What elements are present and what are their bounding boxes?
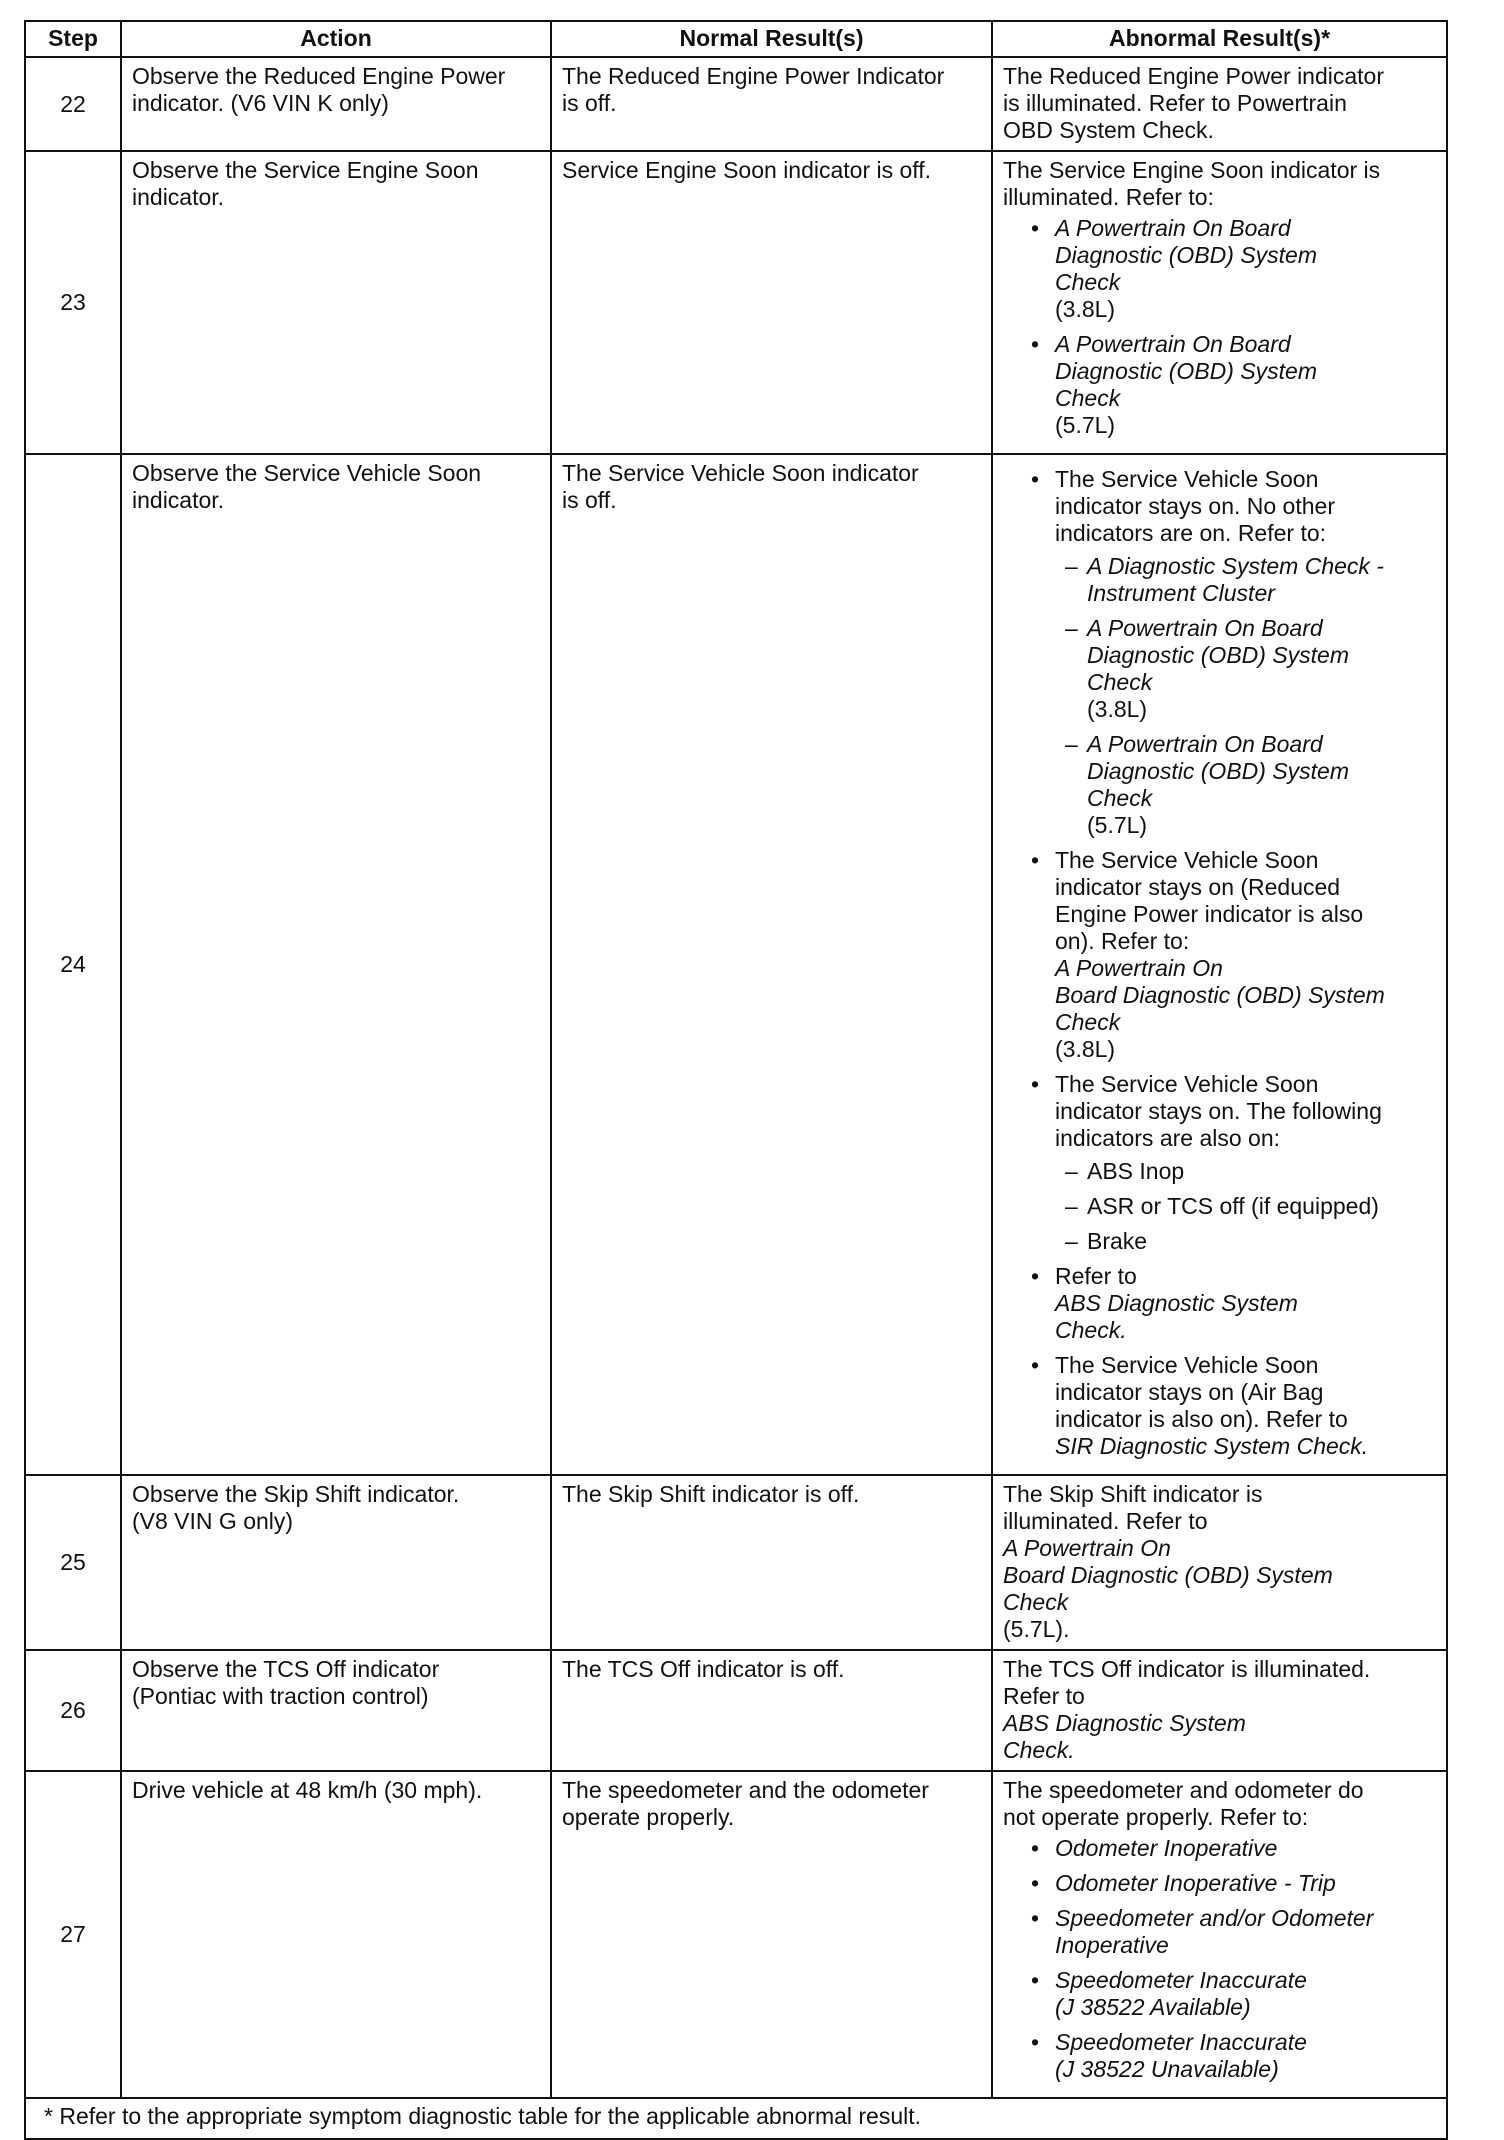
condition-text: • The Service Vehicle Soon (1055, 466, 1319, 492)
reference-link[interactable]: Board Diagnostic (OBD) System (1055, 982, 1385, 1008)
reference-suffix: (5.7L) (1087, 812, 1148, 838)
indicator-list (1055, 1158, 1438, 1255)
list-item: – ABS Inop (1055, 1158, 1438, 1185)
abnormal-result-cell (992, 454, 1447, 1475)
normal-result-cell (551, 1771, 992, 2098)
table-row (25, 454, 1447, 1475)
normal-result-text: The TCS Off indicator is off. (562, 1656, 845, 1682)
condition-text: • The Service Vehicle Soon (1055, 1071, 1319, 1097)
abnormal-result-text: The Service Engine Soon indicator is (1003, 157, 1381, 183)
reference-list (1055, 553, 1438, 839)
reference-link[interactable]: – A Powertrain On Board (1087, 731, 1323, 757)
list-item (1003, 1870, 1438, 1897)
normal-result-text: The speedometer and the odometer (562, 1777, 929, 1803)
list-item: – ASR or TCS off (if equipped) (1055, 1193, 1438, 1220)
table-row (25, 151, 1447, 454)
step-number: 24 (25, 454, 121, 1475)
normal-result-text: is off. (562, 90, 617, 116)
abnormal-result-text: The Skip Shift indicator is (1003, 1481, 1263, 1507)
list-item: – Brake (1055, 1228, 1438, 1255)
header-step: Step (25, 21, 121, 57)
reference-link[interactable]: Diagnostic (OBD) System (1087, 642, 1350, 668)
action-text: Observe the Service Engine Soon (132, 157, 479, 183)
reference-link[interactable]: • Speedometer and/or Odometer (1055, 1905, 1374, 1931)
condition-text: indicator stays on. The following (1055, 1098, 1382, 1124)
list-item (1003, 847, 1438, 1063)
abnormal-result-cell (992, 57, 1447, 151)
list-item (1003, 215, 1438, 323)
table-row (25, 1650, 1447, 1771)
reference-link[interactable]: • A Powertrain On Board (1055, 331, 1291, 357)
list-item (1003, 1352, 1438, 1460)
table-row (25, 1475, 1447, 1650)
reference-suffix: (3.8L) (1055, 1036, 1116, 1062)
normal-result-text: The Reduced Engine Power Indicator (562, 63, 945, 89)
action-text: Observe the TCS Off indicator (132, 1656, 440, 1682)
action-cell (121, 1771, 551, 2098)
reference-link[interactable]: A Powertrain On (1003, 1535, 1171, 1561)
reference-link[interactable]: Check (1087, 669, 1153, 695)
abnormal-result-text: The TCS Off indicator is illuminated. (1003, 1656, 1371, 1682)
list-item (1003, 1905, 1438, 1959)
reference-link[interactable]: – A Powertrain On Board (1087, 615, 1323, 641)
action-text: Observe the Reduced Engine Power (132, 63, 506, 89)
condition-text: indicators are also on: (1055, 1125, 1281, 1151)
step-number: 26 (25, 1650, 121, 1771)
condition-text: indicator is also on). Refer to (1055, 1406, 1348, 1432)
abnormal-result-cell (992, 1771, 1447, 2098)
action-text: Observe the Service Vehicle Soon (132, 460, 482, 486)
list-item (1003, 1071, 1438, 1255)
reference-link[interactable]: Check (1087, 785, 1153, 811)
footnote: * Refer to the appropriate symptom diagnostic table for the applicable abnormal result. (25, 2098, 1447, 2139)
action-text: Observe the Skip Shift indicator. (132, 1481, 460, 1507)
normal-result-text: Service Engine Soon indicator is off. (562, 157, 932, 183)
action-text: Drive vehicle at 48 km/h (30 mph). (132, 1777, 483, 1803)
normal-result-text: The Skip Shift indicator is off. (562, 1481, 860, 1507)
reference-link[interactable]: • Odometer Inoperative - Trip (1055, 1870, 1336, 1896)
list-item (1003, 331, 1438, 439)
normal-result-cell (551, 1475, 992, 1650)
abnormal-result-text: The Reduced Engine Power indicator (1003, 63, 1385, 89)
list-item (1055, 731, 1438, 839)
reference-link[interactable]: Check (1055, 1009, 1121, 1035)
action-text: indicator. (132, 487, 225, 513)
header-normal-results: Normal Result(s) (551, 21, 992, 57)
list-item (1055, 553, 1438, 607)
reference-link[interactable]: Check (1055, 269, 1121, 295)
condition-text: indicator stays on (Air Bag (1055, 1379, 1324, 1405)
reference-link[interactable]: ABS Diagnostic System (1055, 1290, 1298, 1316)
list-item (1055, 615, 1438, 723)
table-row (25, 57, 1447, 151)
reference-link[interactable]: • A Powertrain On Board (1055, 215, 1291, 241)
action-text: indicator. (132, 184, 225, 210)
abnormal-result-text: is illuminated. Refer to Powertrain (1003, 90, 1347, 116)
reference-link[interactable]: A Powertrain On (1055, 955, 1223, 981)
table-row (25, 1771, 1447, 2098)
header-row (25, 21, 1447, 57)
normal-result-cell (551, 1650, 992, 1771)
step-number: 23 (25, 151, 121, 454)
abnormal-result-text: Refer to (1003, 1683, 1085, 1709)
reference-link[interactable]: – A Diagnostic System Check - (1087, 553, 1384, 579)
reference-list (1003, 215, 1438, 439)
action-cell (121, 151, 551, 454)
footnote-row (25, 2098, 1447, 2139)
step-number: 22 (25, 57, 121, 151)
normal-result-cell (551, 151, 992, 454)
reference-link[interactable]: ABS Diagnostic System (1003, 1710, 1246, 1736)
reference-link[interactable]: Check. (1055, 1317, 1127, 1343)
diagnostic-table (24, 20, 1448, 2140)
reference-link[interactable]: SIR Diagnostic System Check. (1055, 1433, 1369, 1459)
step-number: 25 (25, 1475, 121, 1650)
reference-link[interactable]: (J 38522 Available) (1055, 1994, 1251, 2020)
abnormal-result-cell (992, 1650, 1447, 1771)
action-text: indicator. (V6 VIN K only) (132, 90, 389, 116)
normal-result-text: operate properly. (562, 1804, 735, 1830)
condition-text: indicators are on. Refer to: (1055, 520, 1327, 546)
normal-result-text: The Service Vehicle Soon indicator (562, 460, 919, 486)
condition-text: • The Service Vehicle Soon (1055, 1352, 1319, 1378)
list-item (1003, 466, 1438, 839)
reference-link[interactable]: Instrument Cluster (1087, 580, 1275, 606)
normal-result-cell (551, 454, 992, 1475)
diagnostic-table-page (24, 20, 1446, 2140)
header-action: Action (121, 21, 551, 57)
reference-link[interactable]: Board Diagnostic (OBD) System (1003, 1562, 1333, 1588)
reference-suffix: (3.8L) (1087, 696, 1148, 722)
action-text: (Pontiac with traction control) (132, 1683, 429, 1709)
condition-list (1003, 466, 1438, 1460)
reference-link[interactable]: • Speedometer Inaccurate (1055, 1967, 1307, 1993)
abnormal-result-text: not operate properly. Refer to: (1003, 1804, 1309, 1830)
reference-suffix: (3.8L) (1055, 296, 1116, 322)
reference-list (1003, 1835, 1438, 2083)
action-cell (121, 1475, 551, 1650)
reference-link[interactable]: Diagnostic (OBD) System (1055, 358, 1318, 384)
reference-link[interactable]: Check (1003, 1589, 1069, 1615)
condition-text: on). Refer to: (1055, 928, 1190, 954)
action-text: (V8 VIN G only) (132, 1508, 294, 1534)
action-cell (121, 1650, 551, 1771)
reference-link[interactable]: Check. (1003, 1737, 1075, 1763)
abnormal-result-text: illuminated. Refer to: (1003, 184, 1214, 210)
condition-text: • The Service Vehicle Soon (1055, 847, 1319, 873)
condition-text: indicator stays on (Reduced (1055, 874, 1341, 900)
abnormal-result-text: OBD System Check. (1003, 117, 1214, 143)
reference-link[interactable]: Diagnostic (OBD) System (1055, 242, 1318, 268)
reference-suffix: (5.7L) (1055, 412, 1116, 438)
abnormal-result-cell (992, 151, 1447, 454)
list-item (1003, 1263, 1438, 1344)
abnormal-result-text: illuminated. Refer to (1003, 1508, 1208, 1534)
reference-link[interactable]: Diagnostic (OBD) System (1087, 758, 1350, 784)
abnormal-result-text: The speedometer and odometer do (1003, 1777, 1364, 1803)
reference-link[interactable]: • Speedometer Inaccurate (1055, 2029, 1307, 2055)
step-number: 27 (25, 1771, 121, 2098)
reference-link[interactable]: (J 38522 Unavailable) (1055, 2056, 1279, 2082)
action-cell (121, 57, 551, 151)
reference-suffix: (5.7L). (1003, 1616, 1070, 1642)
reference-link[interactable]: • Odometer Inoperative (1055, 1835, 1278, 1861)
condition-text: • Refer to (1055, 1263, 1137, 1289)
list-item (1003, 2029, 1438, 2083)
reference-link[interactable]: Check (1055, 385, 1121, 411)
list-item (1003, 1835, 1438, 1862)
action-cell (121, 454, 551, 1475)
header-abnormal-results: Abnormal Result(s)* (992, 21, 1447, 57)
condition-text: indicator stays on. No other (1055, 493, 1335, 519)
condition-text: Engine Power indicator is also (1055, 901, 1364, 927)
normal-result-cell (551, 57, 992, 151)
abnormal-result-cell (992, 1475, 1447, 1650)
normal-result-text: is off. (562, 487, 617, 513)
reference-link[interactable]: Inoperative (1055, 1932, 1169, 1958)
list-item (1003, 1967, 1438, 2021)
